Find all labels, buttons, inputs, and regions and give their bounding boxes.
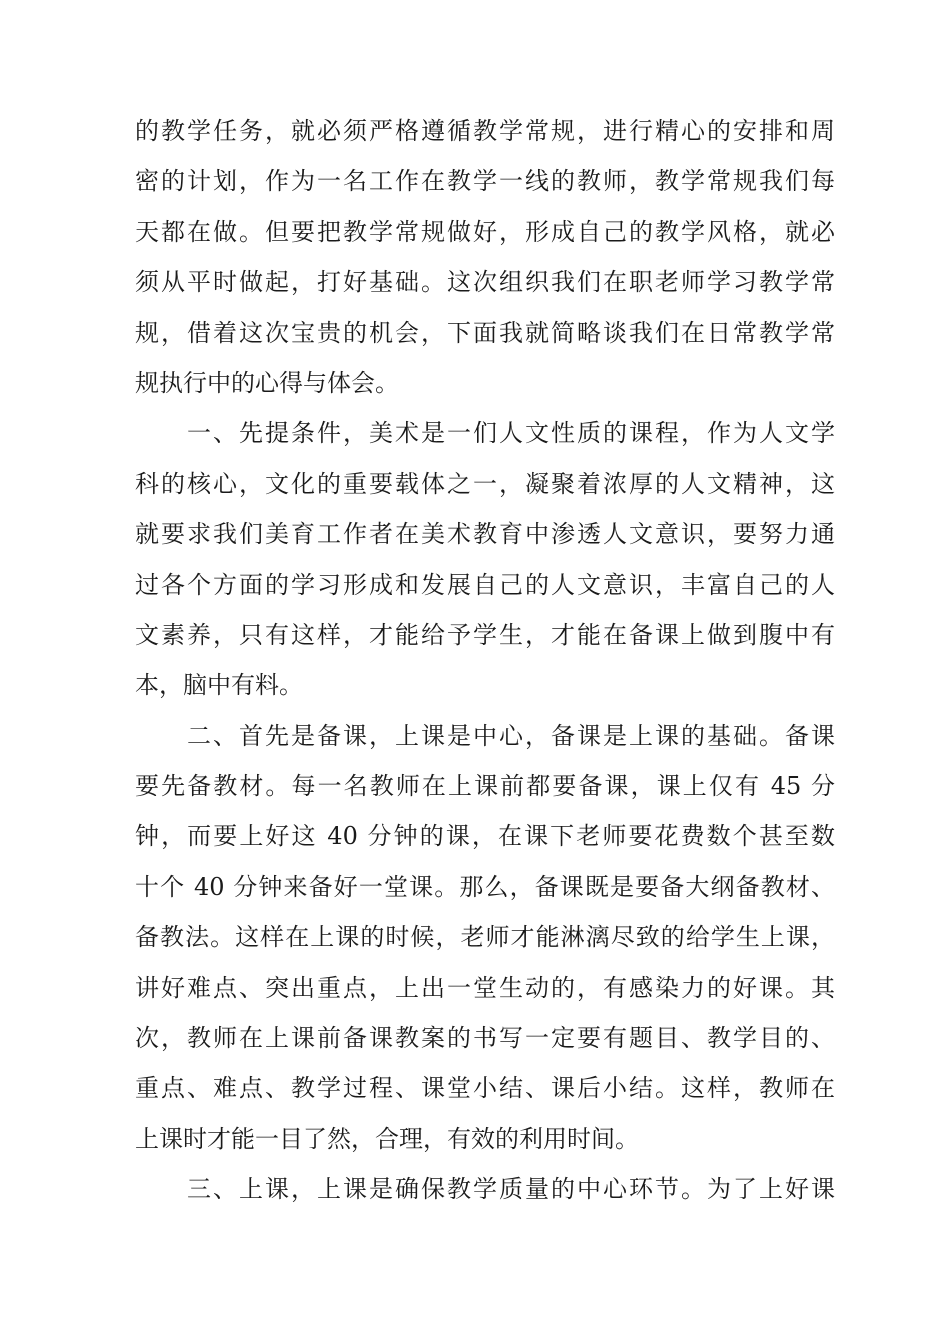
document-body — [135, 106, 835, 1215]
text-line: 重点、难点、教学过程、课堂小结、课后小结。这样，教师在 — [135, 1074, 835, 1103]
text-line: 过各个方面的学习形成和发展自己的人文意识，丰富自己的人 — [135, 570, 835, 599]
paragraph-section-one — [135, 408, 835, 710]
text-line: 本，脑中有料。 — [135, 671, 303, 700]
text-line: 规执行中的心得与体会。 — [135, 368, 399, 397]
text-line: 上课时才能一目了然，合理，有效的利用时间。 — [135, 1124, 639, 1153]
text-line: 天都在做。但要把教学常规做好，形成自己的教学风格，就必 — [135, 217, 835, 246]
text-line: 十个 40 分钟来备好一堂课。那么，备课既是要备大纲备教材、 — [135, 872, 835, 901]
text-line: 文素养，只有这样，才能给予学生，才能在备课上做到腹中有 — [135, 620, 835, 649]
text-line: 二、首先是备课，上课是中心，备课是上课的基础。备课 — [187, 721, 835, 750]
text-line: 密的计划，作为一名工作在教学一线的教师，教学常规我们每 — [135, 167, 835, 196]
text-line: 备教法。这样在上课的时候，老师才能淋漓尽致的给学生上课， — [135, 923, 835, 952]
text-line: 须从平时做起，打好基础。这次组织我们在职老师学习教学常 — [135, 268, 835, 297]
text-line: 的教学任务，就必须严格遵循教学常规，进行精心的安排和周 — [135, 117, 835, 145]
text-line: 次，教师在上课前备课教案的书写一定要有题目、教学目的、 — [135, 1024, 835, 1053]
paragraph-section-three — [135, 1164, 835, 1214]
text-line: 科的核心，文化的重要载体之一，凝聚着浓厚的人文精神，这 — [135, 469, 835, 498]
text-line: 讲好难点、突出重点，上出一堂生动的，有感染力的好课。其 — [135, 973, 835, 1002]
text-line: 三、上课，上课是确保教学质量的中心环节。为了上好课 — [187, 1175, 835, 1204]
paragraph-section-two — [135, 711, 835, 1165]
text-line: 要先备教材。每一名教师在上课前都要备课，课上仅有 45 分 — [135, 772, 835, 801]
text-line: 就要求我们美育工作者在美术教育中渗透人文意识，要努力通 — [135, 520, 835, 549]
text-line: 一、先提条件，美术是一们人文性质的课程，作为人文学 — [187, 419, 835, 448]
text-line: 规，借着这次宝贵的机会，下面我就简略谈我们在日常教学常 — [135, 318, 835, 347]
text-line: 钟，而要上好这 40 分钟的课，在课下老师要花费数个甚至数 — [135, 822, 835, 851]
paragraph-intro-continued — [135, 106, 835, 408]
